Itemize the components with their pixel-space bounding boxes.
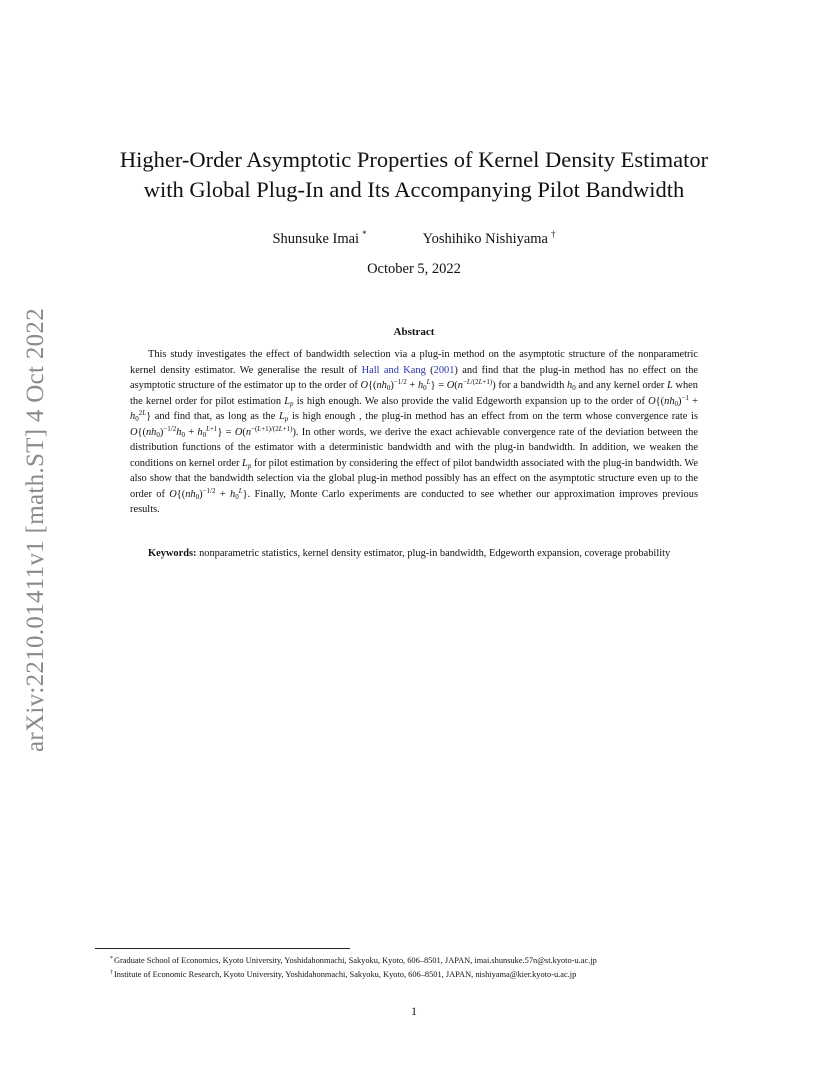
citation-link-hall-kang[interactable]: Hall and Kang [361,364,426,376]
arxiv-identifier-text: arXiv:2210.01411v1 [math.ST] 4 Oct 2022 [22,307,49,753]
footnote-2 [110,967,750,981]
keywords-text: nonparametric statistics, kernel density estimator, plug-in bandwidth, Edgeworth expansion, coverage probability [199,548,671,559]
keywords-label: Keywords: [148,548,197,559]
page-number: 1 [411,1004,417,1018]
author-2 [423,229,556,248]
paper-date: October 5, 2022 [367,261,461,277]
author-1-name: Shunsuke Imai [272,231,360,247]
title-line-1: Higher-Order Asymptotic Properties of Kernel Density Estimator [119,147,709,172]
footnote-2-mark: † [110,970,113,976]
citation-link-year[interactable]: 2001 [433,364,455,376]
author-1 [272,229,366,248]
footnote-1 [110,953,750,967]
abstract-heading: Abstract [393,326,435,338]
footnote-1-text: Graduate School of Economics, Kyoto University, Yoshidahonmachi, Sakyoku, Kyoto, 606–8501, JAPAN, imai.shunsuke.57n@st.kyoto-u.ac.jp [114,956,597,965]
keywords [130,546,698,561]
arxiv-identifier-stamp [14,280,58,780]
title-line-2: with Global Plug-In and Its Accompanying Pilot Bandwidth [143,177,685,202]
author-list [200,229,628,248]
footnotes [110,953,750,981]
footnote-1-mark: * [110,956,113,962]
footnote-divider [95,948,350,949]
abstract-body: This study investigates the effect of bandwidth selection via a plug-in method on the asymptotic structure of the nonparametric kernel density estimator. We generalise the result of Hall and Kang (2001) and find that the plug-in method has no effect on the asymptotic structure of the estimator up to the order of $O\{(nh_0)^{-1/2} + h_0^L\} = O(n^{-L/(2L+1)})$ for a bandwidth $h_0$ and any kernel order L when the kernel order for pilot estimation $L_p$ is high enough. We also provide the valid Edgeworth expansion up to the order of $O\{(nh_0)^{-1} + h_0^{2L}\}$ and find that, as long as the $L_p$ is high enough , the plug-in method has an effect from on the term whose convergence rate is $O\{(nh_0)^{-1/2}h_0 + h_0^{L+1}\} = O(n^{-(L+1)/(2L+1)})$. In other words, we derive the exact achievable convergence rate of the deviation between the distribution functions of the estimator with a deterministic bandwidth and with the plug-in bandwidth. In addition, we weaken the conditions on kernel order $L_p$ for pilot estimation by considering the effect of pilot bandwidth associated with the plug-in bandwidth. We also show that the bandwidth selection via the global plug-in method possibly has an effect on the asymptotic structure even up to the order of $O\{(nh_0)^{-1/2} + h_0^L\}$. Finally, Monte Carlo experiments are conducted to see whether our approximation improves previous results. [130,349,699,516]
footnote-2-text: Institute of Economic Research, Kyoto University, Yoshidahonmachi, Sakyoku, Kyoto, 606–8501, JAPAN, nishiyama@kier.kyoto-u.ac.jp [114,970,577,979]
author-1-footnote-mark[interactable]: * [362,229,367,239]
author-2-footnote-mark[interactable]: † [551,229,556,239]
paper-title [80,145,748,205]
author-2-name: Yoshihiko Nishiyama [422,231,548,247]
